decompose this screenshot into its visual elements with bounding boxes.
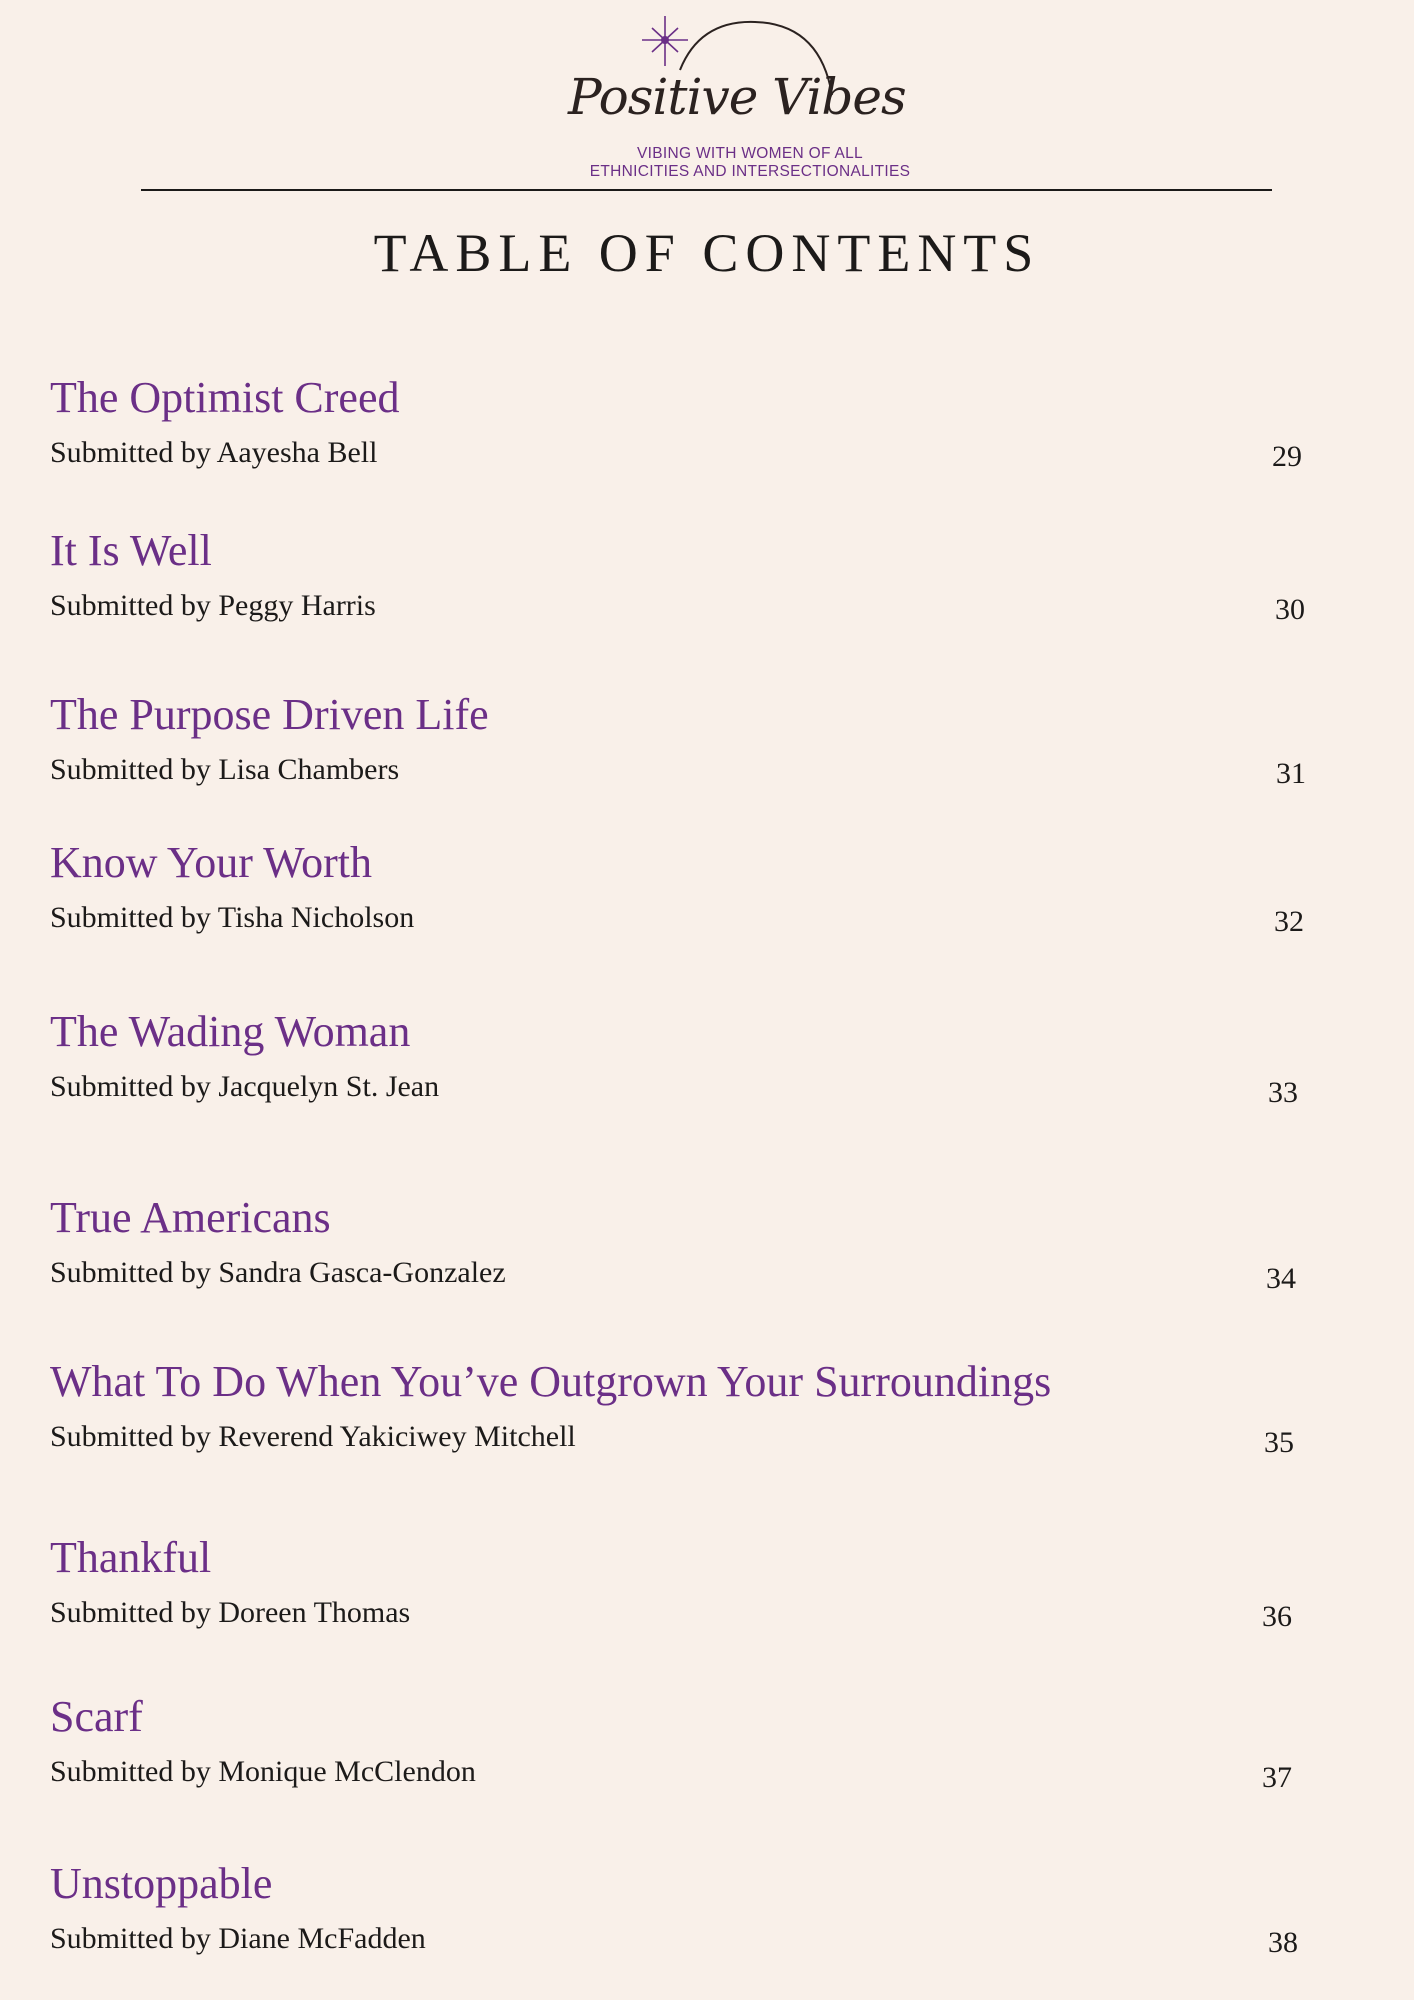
entry-author: Submitted by Tisha Nicholson: [50, 901, 415, 934]
entry-title: Scarf: [50, 1692, 143, 1741]
entry-title: True Americans: [50, 1193, 331, 1242]
entry-page-number: 29: [1272, 440, 1302, 473]
entry-page-number: 38: [1268, 1926, 1298, 1959]
toc-entry[interactable]: [50, 1356, 1330, 1466]
entry-author: Submitted by Diane McFadden: [50, 1922, 426, 1955]
entry-page-number: 30: [1275, 593, 1305, 626]
toc-entry[interactable]: [50, 837, 1330, 947]
entry-title: It Is Well: [50, 526, 212, 575]
entry-title: Unstoppable: [50, 1859, 273, 1908]
entry-title: The Optimist Creed: [50, 373, 400, 422]
entry-author: Submitted by Reverend Yakiciwey Mitchell: [50, 1420, 576, 1453]
entry-author: Submitted by Jacquelyn St. Jean: [50, 1070, 440, 1103]
entry-title: Know Your Worth: [50, 838, 373, 887]
toc-entry[interactable]: [50, 689, 1330, 799]
toc-entry[interactable]: [50, 1006, 1330, 1116]
entry-page-number: 32: [1274, 905, 1304, 938]
toc-entry[interactable]: [50, 1532, 1330, 1642]
entry-title: What To Do When You’ve Outgrown Your Surroundings: [50, 1357, 1052, 1406]
entry-page-number: 35: [1264, 1426, 1294, 1459]
toc-entry[interactable]: [50, 525, 1330, 635]
entry-title: The Purpose Driven Life: [50, 690, 489, 739]
header-divider: [141, 189, 1272, 191]
entry-title: The Wading Woman: [50, 1007, 411, 1056]
brand-tagline: [560, 145, 940, 181]
entry-page-number: 31: [1276, 757, 1306, 790]
entry-title: Thankful: [50, 1533, 212, 1582]
entry-author: Submitted by Peggy Harris: [50, 589, 376, 622]
entry-author: Submitted by Aayesha Bell: [50, 436, 378, 469]
tagline-line-1: VIBING WITH WOMEN OF ALL: [637, 145, 863, 162]
entry-page-number: 37: [1262, 1761, 1292, 1794]
tagline-line-2: ETHNICITIES AND INTERSECTIONALITIES: [589, 163, 911, 180]
entry-page-number: 36: [1262, 1600, 1292, 1633]
toc-entry[interactable]: [50, 1858, 1330, 1968]
entry-author: Submitted by Sandra Gasca-Gonzalez: [50, 1256, 506, 1289]
toc-entry[interactable]: [50, 372, 1330, 482]
entry-author: Submitted by Monique McClendon: [50, 1755, 476, 1788]
brand-logo: [560, 10, 920, 180]
page-title: TABLE OF CONTENTS: [373, 223, 1041, 283]
entry-page-number: 33: [1268, 1076, 1298, 1109]
entry-author: Submitted by Doreen Thomas: [50, 1596, 411, 1629]
entry-page-number: 34: [1266, 1262, 1296, 1295]
toc-entry[interactable]: [50, 1192, 1330, 1302]
entry-author: Submitted by Lisa Chambers: [50, 753, 400, 786]
toc-entry[interactable]: [50, 1691, 1330, 1801]
brand-name: Positive Vibes: [568, 68, 906, 126]
